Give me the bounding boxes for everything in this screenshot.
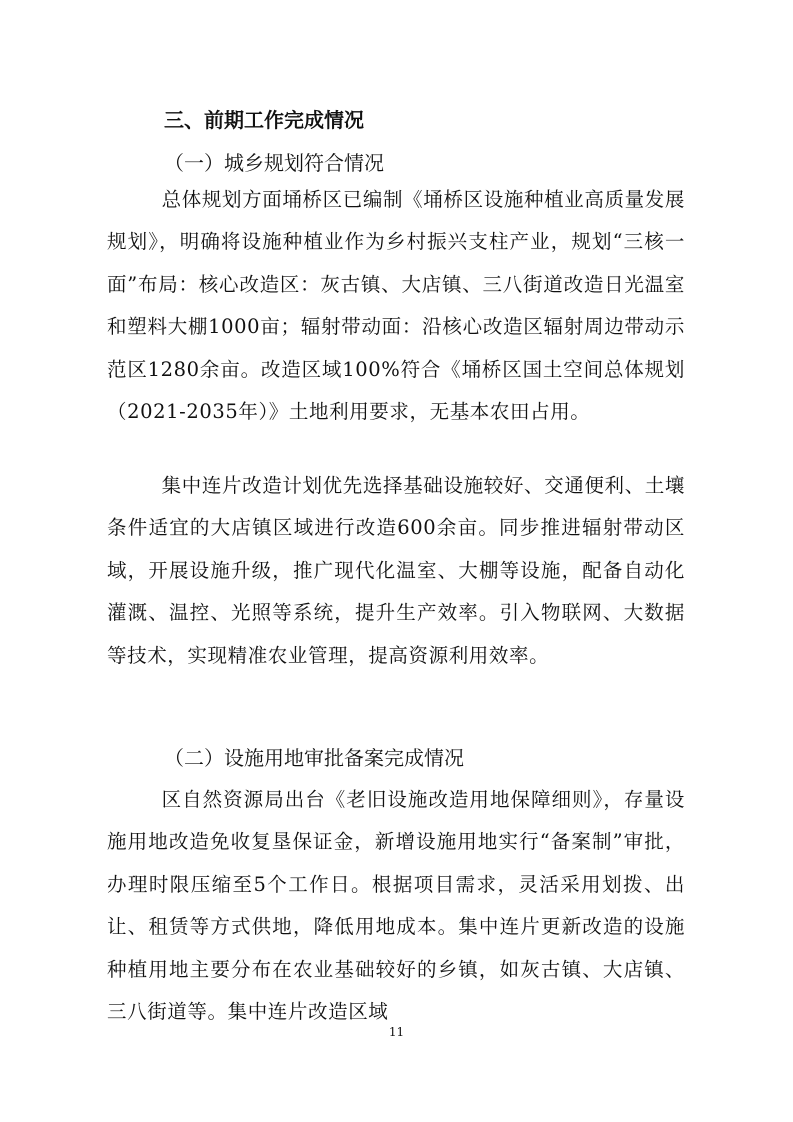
section-heading: 三、前期工作完成情况 [164,108,364,132]
subsection-heading-planning: （一）城乡规划符合情况 [164,151,384,175]
paragraph-contiguous-renovation: 集中连片改造计划优先选择基础设施较好、交通便利、土壤条件适宜的大店镇区域进行改造600余亩。同步推进辐射带动区域，开展设施升级，推广现代化温室、大棚等设施，配备自动化灌溉、温控、光照等系统，提升生产效率。引入物联网、大数据等技术，实现精准农业管理，提高资源利用效率。 [107,474,685,667]
paragraph-planning-overview: 总体规划方面埇桥区已编制《埇桥区设施种植业高质量发展规划》，明确将设施种植业作为乡村振兴支柱产业，规划“三核一面”布局：核心改造区：灰古镇、大店镇、三八街道改造日光温室和塑料大棚1000亩；辐射带动面：沿核心改造区辐射周边带动示范区1280余亩。改造区域100%符合《埇桥区国土空间总体规划（2021-2035年）》土地利用要求，无基本农田占用。 [107,188,685,424]
page-number: 11 [388,1025,405,1039]
subsection-heading-land-approval: （二）设施用地审批备案完成情况 [164,746,464,770]
paragraph-land-approval: 区自然资源局出台《老旧设施改造用地保障细则》，存量设施用地改造免收复垦保证金，新增设施用地实行“备案制”审批，办理时限压缩至5个工作日。根据项目需求，灵活采用划拨、出让、租赁等方式供地，降低用地成本。集中连片更新改造的设施种植用地主要分布在农业基础较好的乡镇，如灰古镇、大店镇、三八街道等。集中连片改造区域 [107,788,685,1024]
